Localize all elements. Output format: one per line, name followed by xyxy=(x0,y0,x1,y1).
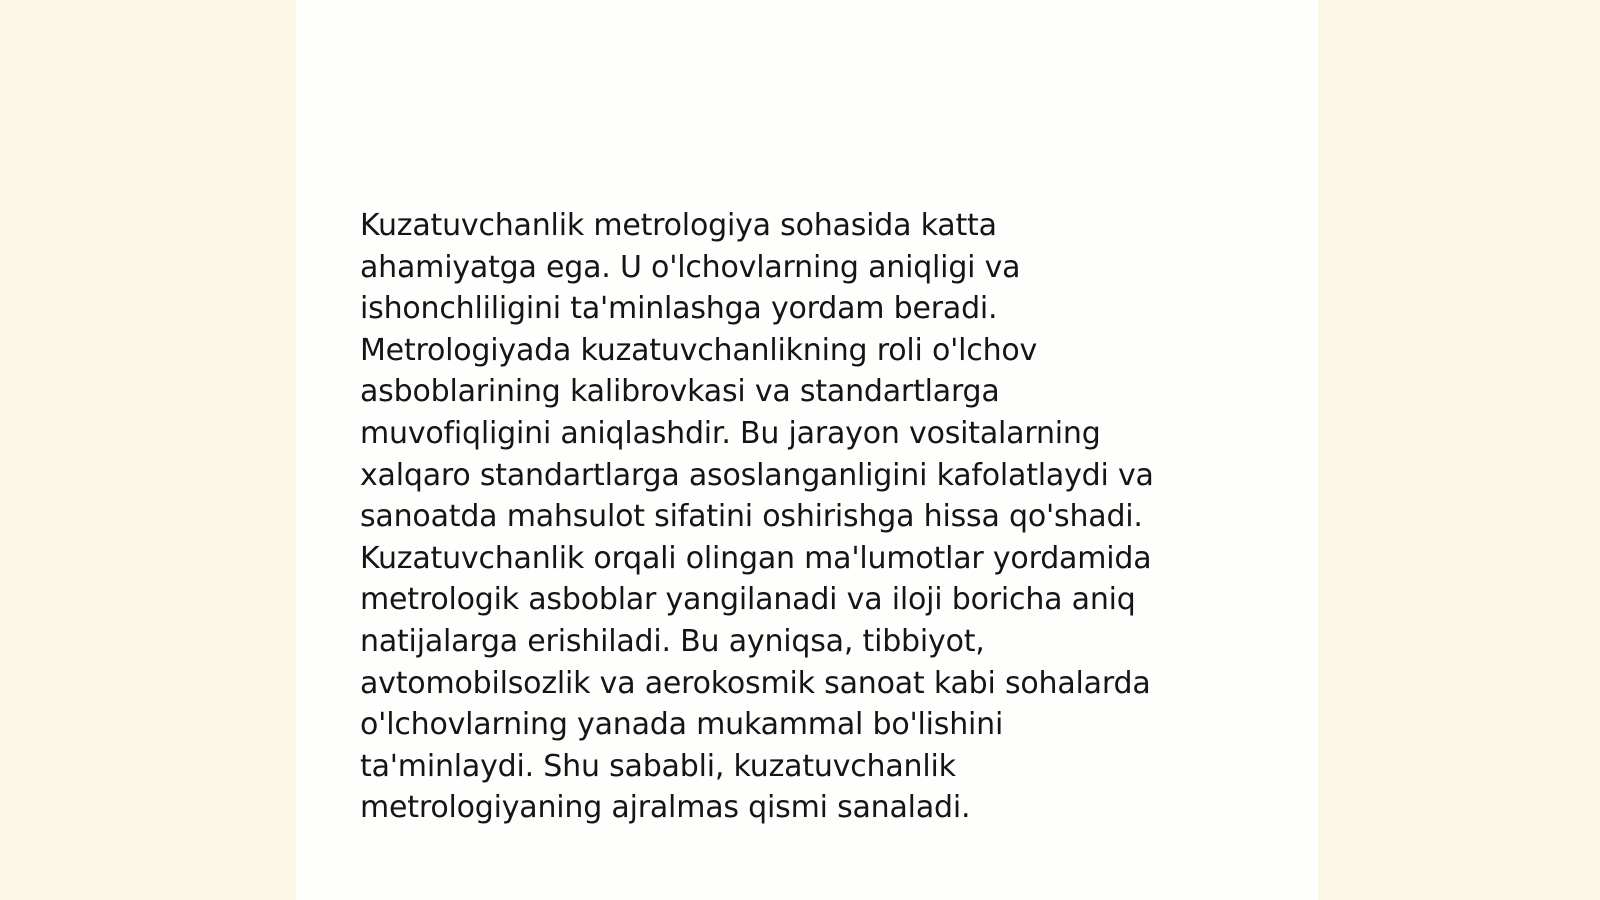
paragraph-line: natijalarga erishiladi. Bu ayniqsa, tibbiyot, xyxy=(360,623,985,659)
paragraph-line: xalqaro standartlarga asoslanganligini kafolatlaydi va xyxy=(360,457,1154,493)
background-left-margin xyxy=(0,0,296,900)
paragraph-line: muvofiqligini aniqlashdir. Bu jarayon vositalarning xyxy=(360,415,1101,451)
paragraph-line: Kuzatuvchanlik orqali olingan ma'lumotlar yordamida xyxy=(360,540,1152,576)
paragraph-line: ta'minlaydi. Shu sababli, kuzatuvchanlik xyxy=(360,748,956,784)
paragraph-line: avtomobilsozlik va aerokosmik sanoat kabi sohalarda xyxy=(360,665,1151,701)
paragraph-line: sanoatda mahsulot sifatini oshirishga hissa qo'shadi. xyxy=(360,499,1143,535)
paragraph-line: asboblarining kalibrovkasi va standartlarga xyxy=(360,374,1000,410)
paragraph-line: Kuzatuvchanlik metrologiya sohasida katta xyxy=(360,208,997,243)
paragraph-line: metrologik asboblar yangilanadi va iloji boricha aniq xyxy=(360,582,1136,618)
body-paragraph xyxy=(360,205,1260,829)
paragraph-line: Metrologiyada kuzatuvchanlikning roli o'lchov xyxy=(360,332,1038,368)
paragraph-line: ishonchliligini ta'minlashga yordam beradi. xyxy=(360,291,998,327)
paragraph-line: ahamiyatga ega. U o'lchovlarning aniqligi va xyxy=(360,249,1021,285)
paragraph-line: metrologiyaning ajralmas qismi sanaladi. xyxy=(360,790,971,826)
paragraph-line: o'lchovlarning yanada mukammal bo'lishini xyxy=(360,707,1004,743)
document-page xyxy=(296,0,1318,900)
background-right-margin xyxy=(1318,0,1600,900)
